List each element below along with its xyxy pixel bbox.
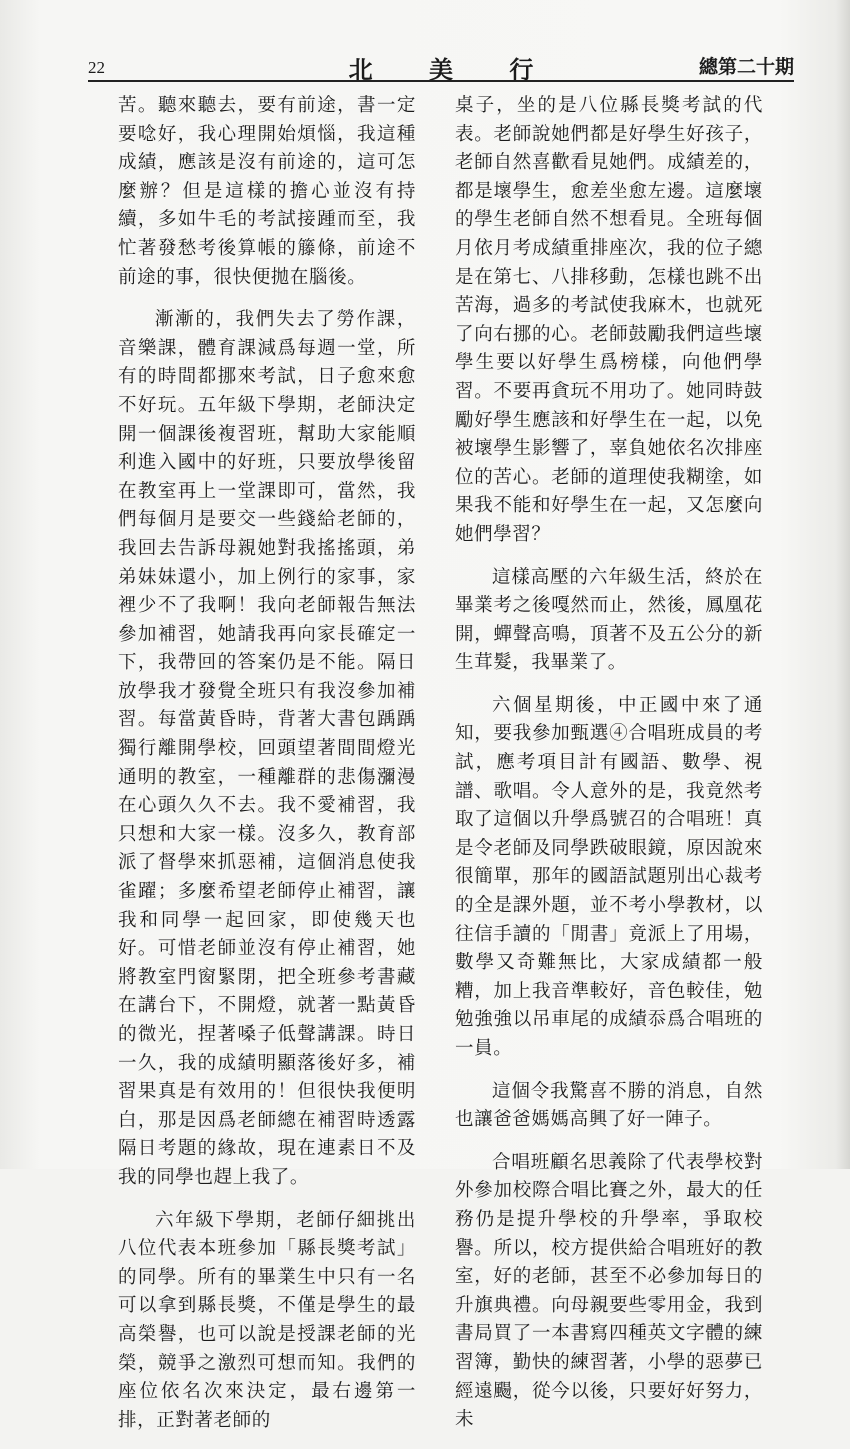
left-column xyxy=(118,92,416,1449)
right-column xyxy=(455,92,763,1449)
paragraph: 桌子，坐的是八位縣長獎考試的代表。老師說她們都是好學生好孩子，老師自然喜歡看見她們。成績差的，都是壞學生，愈差坐愈左邊。這麼壞的學生老師自然不想看見。全班每個月依月考成績重排座次，我的位子總是在第七、八排移動，怎樣也跳不出苦海，過多的考試使我麻木，也就死了向右挪的心。老師鼓勵我們這些壞學生要以好學生爲榜樣，向他們學習。不要再貪玩不用功了。她同時鼓勵好學生應該和好學生在一起，以免被壞學生影響了，辜負她依名次排座位的苦心。老師的道理使我糊塗，如果我不能和好學生在一起，又怎麼向她們學習？ xyxy=(455,95,763,545)
header-rule xyxy=(88,80,794,82)
page-number: 22 xyxy=(88,58,105,77)
paragraph: 這個令我驚喜不勝的消息，自然也讓爸爸媽媽高興了好一陣子。 xyxy=(455,1080,763,1131)
paragraph: 合唱班顧名思義除了代表學校對外參加校際合唱比賽之外，最大的任務仍是提升學校的升學率，爭取校譽。所以，校方提供給合唱班好的教室，好的老師，甚至不必參加每日的升旗典禮。向母親要些零用金，我到書局買了一本書寫四種英文字體的練習簿，勤快的練習著，小學的惡夢已經遠颺，從今以後，只要好好努力，未 xyxy=(455,1151,763,1431)
scan-edge-shadow xyxy=(836,0,850,1169)
paragraph: 六年級下學期，老師仔細挑出八位代表本班參加「縣長獎考試」的同學。所有的畢業生中只有一名可以拿到縣長獎，不僅是學生的最高榮譽，也可以說是授課老師的光榮，競爭之激烈可想而知。我們的座位依名次來決定，最右邊第一排，正對著老師的 xyxy=(118,1209,416,1431)
magazine-title: 北 美 行 xyxy=(348,55,558,84)
paragraph: 六個星期後，中正國中來了通知，要我參加甄選④合唱班成員的考試，應考項目計有國語、數學、視譜、歌唱。令人意外的是，我竟然考取了這個以升學爲號召的合唱班！真是令老師及同學跌破眼鏡，原因說來很簡單，那年的國語試題別出心裁考的全是課外題，並不考小學教材，以往信手讀的「閒書」竟派上了用場，數學又奇難無比，大家成績都一般糟，加上我音準較好，音色較佳，勉勉強強以吊車尾的成績忝爲合唱班的一員。 xyxy=(455,694,763,1059)
issue-label: 總第二十期 xyxy=(698,56,794,78)
paragraph: 漸漸的，我們失去了勞作課，音樂課，體育課減爲每週一堂，所有的時間都挪來考試，日子愈來愈不好玩。五年級下學期，老師決定開一個課後複習班，幫助大家能順利進入國中的好班，只要放學後留在教室再上一堂課即可，當然，我們每個月是要交一些錢給老師的，我回去告訴母親她對我搖搖頭，弟弟妹妹還小，加上例行的家事，家裡少不了我啊！我向老師報告無法參加補習，她請我再向家長確定一下，我帶回的答案仍是不能。隔日放學我才發覺全班只有我沒參加補習。每當黃昏時，背著大書包踽踽獨行離開學校，回頭望著間間燈光通明的教室，一種離群的悲傷瀰漫在心頭久久不去。我不愛補習，我只想和大家一樣。沒多久，教育部派了督學來抓惡補，這個消息使我雀躍；多麼希望老師停止補習，讓我和同學一起回家，即使幾天也好。可惜老師並沒有停止補習，她將教室門窗緊閉，把全班參考書藏在講台下，不開燈，就著一點黃昏的微光，捏著嗓子低聲講課。時日一久，我的成績明顯落後好多，補習果真是有效用的！但很快我便明白，那是因爲老師總在補習時透露隔日考題的緣故，現在連素日不及我的同學也趕上我了。 xyxy=(118,309,416,1188)
paragraph: 這樣高壓的六年級生活，終於在畢業考之後嘎然而止，然後，鳳凰花開，蟬聲高鳴，頂著不及五公分的新生茸髮，我畢業了。 xyxy=(455,566,763,674)
paragraph: 苦。聽來聽去，要有前途，書一定要唸好，我心理開始煩惱，我這種成績，應該是沒有前途的，這可怎麼辦？但是這樣的擔心並沒有持續，多如牛毛的考試接踵而至，我忙著發愁考後算帳的籐條，前途不前途的事，很快便拋在腦後。 xyxy=(118,95,416,288)
page-header xyxy=(88,50,794,84)
